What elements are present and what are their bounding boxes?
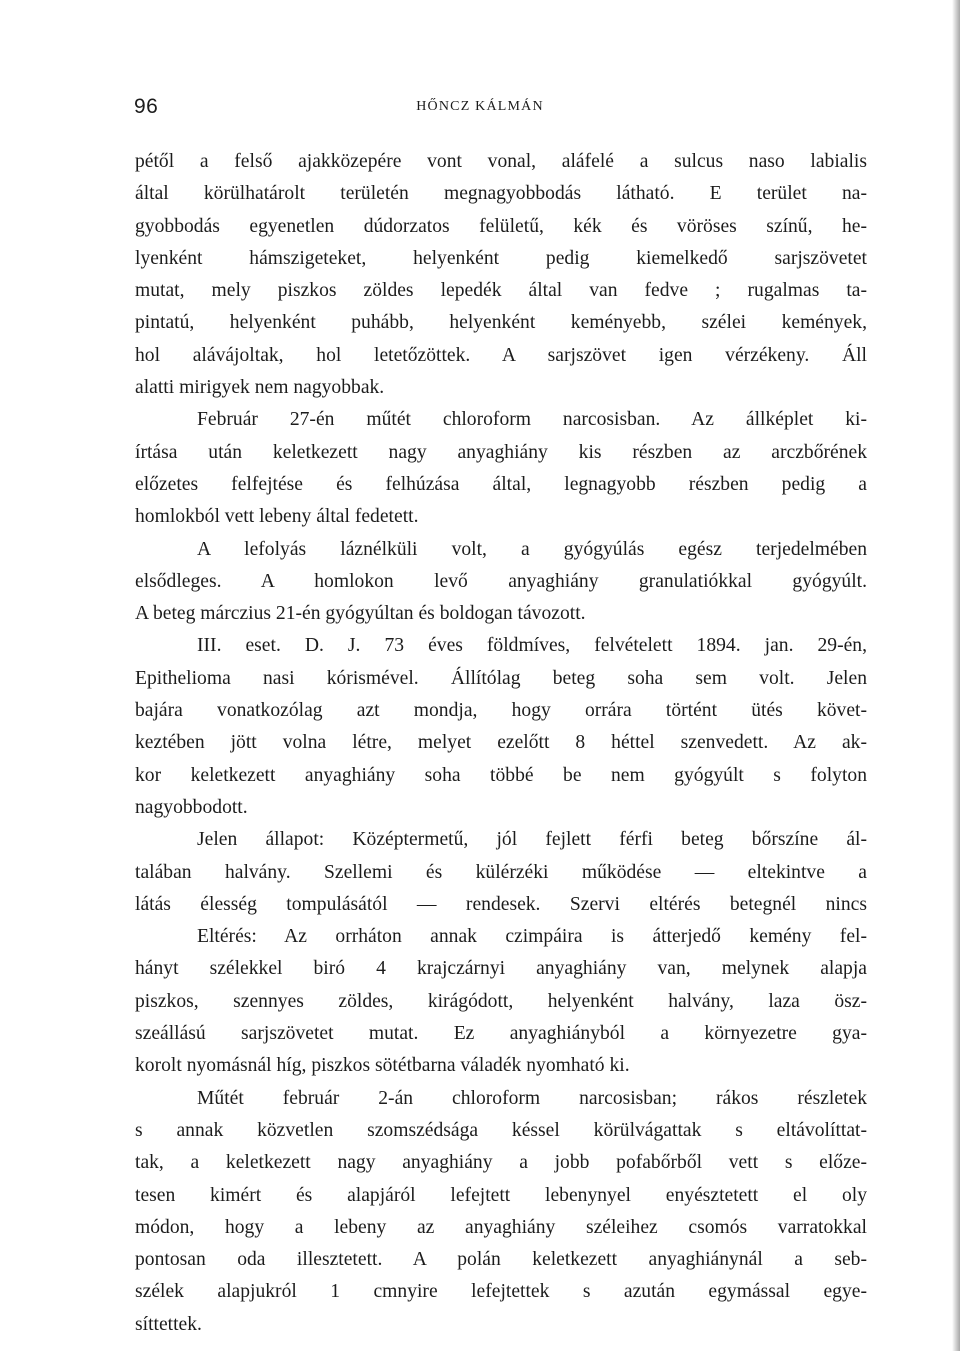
page-edge-shadow bbox=[952, 0, 960, 1351]
text-line: írtása után keletkezett nagy anyaghiány kis részben az arczbőrének bbox=[135, 441, 867, 463]
text-line: pétől a felső ajakközepére vont vonal, aláfelé a sulcus naso labialis bbox=[135, 151, 867, 172]
text-line: homlokból vett lebeny által fedetett. bbox=[135, 506, 419, 528]
text-line: lyenként hámszigeteket, helyenként pedig kiemelkedő sarjszövetet bbox=[135, 247, 867, 269]
text-line: nagyobbodott. bbox=[135, 796, 248, 818]
text-line: Jelen állapot: Középtermetű, jól fejlett férfi beteg bőrszíne ál- bbox=[197, 829, 867, 851]
text-line: tak, a keletkezett nagy anyaghiány a jobb pofabőrből vett s előze- bbox=[135, 1152, 867, 1174]
text-line: A lefolyás láznélküli volt, a gyógyúlás egész terjedelmében bbox=[197, 538, 867, 560]
text-line: talában halvány. Szellemi és külérzéki működése — eltekintve a bbox=[135, 861, 867, 883]
text-line: elsődleges. A homlokon levő anyaghiány granulatiókkal gyógyúlt. bbox=[135, 570, 867, 592]
text-line: által körülhatárolt területén megnagyobbodás látható. E terület na- bbox=[135, 183, 867, 205]
text-line: korolt nyomásnál híg, piszkos sötétbarna váladék nyomható ki. bbox=[135, 1055, 630, 1077]
text-line: hányt szélekkel biró 4 krajczárnyi anyaghiány van, melynek alapja bbox=[135, 958, 867, 980]
text-line: Műtét február 2-án chloroform narcosisban; rákos részletek bbox=[197, 1087, 867, 1109]
text-line: szélek alapjukról 1 cmnyire lefejtettek s azután egymással egye- bbox=[135, 1281, 867, 1303]
text-line: tesen kimért és alapjáról lefejtett lebenynyel enyésztetett el oly bbox=[135, 1184, 867, 1206]
text-line: Epithelioma nasi kórismével. Állítólag beteg soha sem volt. Jelen bbox=[135, 667, 867, 689]
text-line: alatti mirigyek nem nagyobbak. bbox=[135, 377, 385, 399]
body-text bbox=[135, 146, 867, 1341]
text-line: hol alávájoltak, hol letetőzöttek. A sarjszövet igen vérzékeny. Áll bbox=[135, 344, 867, 366]
text-line: látás élesség tompulásától — rendesek. Szervi eltérés betegnél nincs bbox=[135, 893, 867, 915]
text-line: előzetes felfejtése és felhúzása által, legnagyobb részben pedig a bbox=[135, 473, 867, 495]
text-line: mutat, mely piszkos zöldes lepedék által van fedve ; rugalmas ta- bbox=[135, 280, 867, 302]
text-line: pintatú, helyenként puhább, helyenként keményebb, szélei kemények, bbox=[135, 312, 867, 334]
text-line: s annak közvetlen szomszédsága késsel körülvágattak s eltávolíttat- bbox=[135, 1119, 867, 1141]
text-line: módon, hogy a lebeny az anyaghiány széleihez csomós varratokkal bbox=[135, 1216, 867, 1238]
text-line: bajára vonatkozólag azt mondja, hogy orrára történt ütés követ- bbox=[135, 700, 867, 722]
page-number: 96 bbox=[134, 95, 159, 118]
text-line: kor keletkezett anyaghiány soha többé be nem gyógyúlt s folyton bbox=[135, 764, 867, 786]
text-line: Eltérés: Az orrháton annak czimpáira is átterjedő kemény fel- bbox=[197, 926, 867, 948]
running-head: HŐNCZ KÁLMÁN bbox=[416, 99, 544, 114]
text-line: III. eset. D. J. 73 éves földmíves, felvételett 1894. jan. 29-én, bbox=[197, 635, 867, 657]
text-line: gyobbodás egyenetlen dúdorzatos felületű, kék és vöröses színű, he- bbox=[135, 215, 867, 237]
text-line: piszkos, szennyes zöldes, kirágódott, helyenként halvány, laza ösz- bbox=[135, 990, 867, 1012]
text-line: pontosan oda illesztetett. A polán keletkezett anyaghiánynál a seb- bbox=[135, 1249, 867, 1271]
text-line: Február 27-én műtét chloroform narcosisban. Az állképlet ki- bbox=[197, 409, 867, 431]
text-line: szeállású sarjszövetet mutat. Ez anyaghiányból a környezetre gya- bbox=[135, 1023, 867, 1045]
text-line: síttettek. bbox=[135, 1313, 202, 1335]
text-line: keztében jött volna létre, melyet ezelőtt 8 héttel szenvedett. Az ak- bbox=[135, 732, 867, 754]
text-line: A beteg márczius 21-én gyógyúltan és boldogan távozott. bbox=[135, 603, 586, 625]
